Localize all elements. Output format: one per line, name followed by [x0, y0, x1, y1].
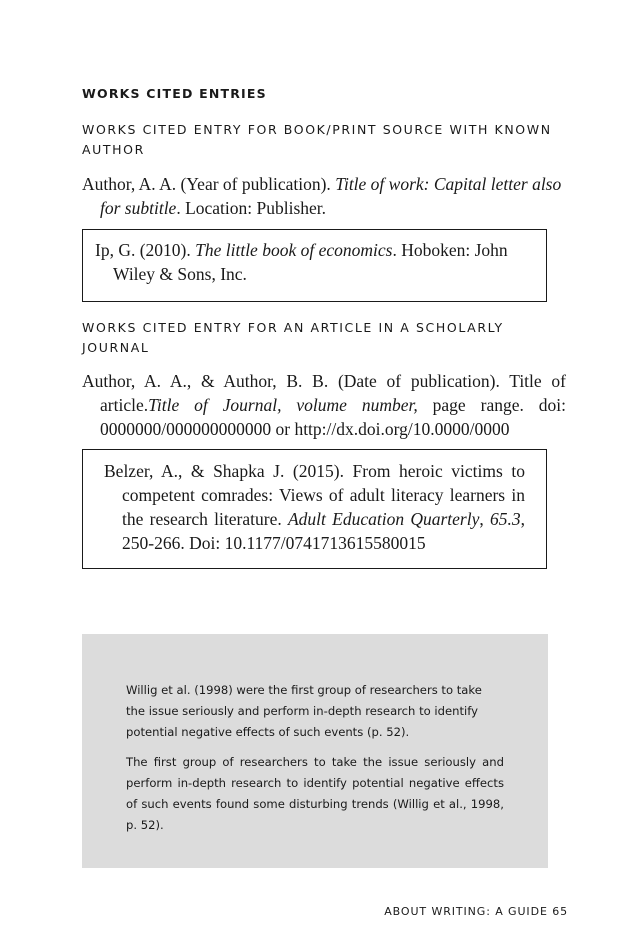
example-callout-box	[82, 634, 548, 868]
book-example-rest: . Hoboken: John Wiley & Sons, Inc.	[113, 240, 508, 284]
article-example-volume: 65.3	[490, 509, 521, 529]
book-example-lead: Ip, G. (2010).	[95, 240, 196, 260]
article-example-citation	[104, 459, 525, 555]
book-entry-template	[82, 172, 566, 220]
book-template-rest: . Location: Publisher.	[176, 198, 327, 218]
article-template-journal: Title of Journal, volume number,	[148, 395, 418, 415]
article-entry-template	[82, 369, 566, 441]
book-example-box	[82, 229, 547, 302]
callout-paragraph-2: The first group of researchers to take the issue seriously and perform in-depth research to identify potential negative effects of such events found some disturbing trends (Willig et al., 1998, p. 52).	[126, 755, 504, 832]
callout-paragraph-1: Willig et al. (1998) were the first group of researchers to take the issue seriously and perform in-depth research to identify potential negative effects of such events (p. 52).	[126, 683, 482, 739]
article-template-rest: page range. doi: 0000000/000000000000 or http://dx.doi.org/10.0000/0000	[100, 395, 566, 439]
book-template-authors: Author, A. A. (Year of publication).	[82, 174, 336, 194]
article-example-box	[82, 449, 547, 569]
book-example-citation	[95, 238, 534, 286]
article-example-sep: ,	[479, 509, 490, 529]
article-example-journal: Adult Education Quarterly	[287, 509, 480, 529]
page-footer: ABOUT WRITING: A GUIDE 65	[384, 905, 568, 918]
article-entry-heading: WORKS CITED ENTRY FOR AN ARTICLE IN A SCHOLARLY JOURNAL	[82, 320, 504, 355]
book-entry-heading: WORKS CITED ENTRY FOR BOOK/PRINT SOURCE WITH KNOWN AUTHOR	[82, 122, 552, 157]
book-example-title: The little book of economics	[195, 240, 393, 260]
article-template-lead: Author, A. A., & Author, B. B. (Date of publication). Title of article.	[82, 371, 566, 415]
book-template-title: Title of work: Capital letter also for subtitle	[100, 174, 562, 218]
article-example-lead: Belzer, A., & Shapka J. (2015). From heroic victims to competent comrades: Views of adult literacy learners in the research literature.	[104, 461, 525, 529]
section-title: WORKS CITED ENTRIES	[82, 86, 267, 101]
article-example-rest: , 250-266. Doi: 10.1177/0741713615580015	[122, 509, 525, 553]
